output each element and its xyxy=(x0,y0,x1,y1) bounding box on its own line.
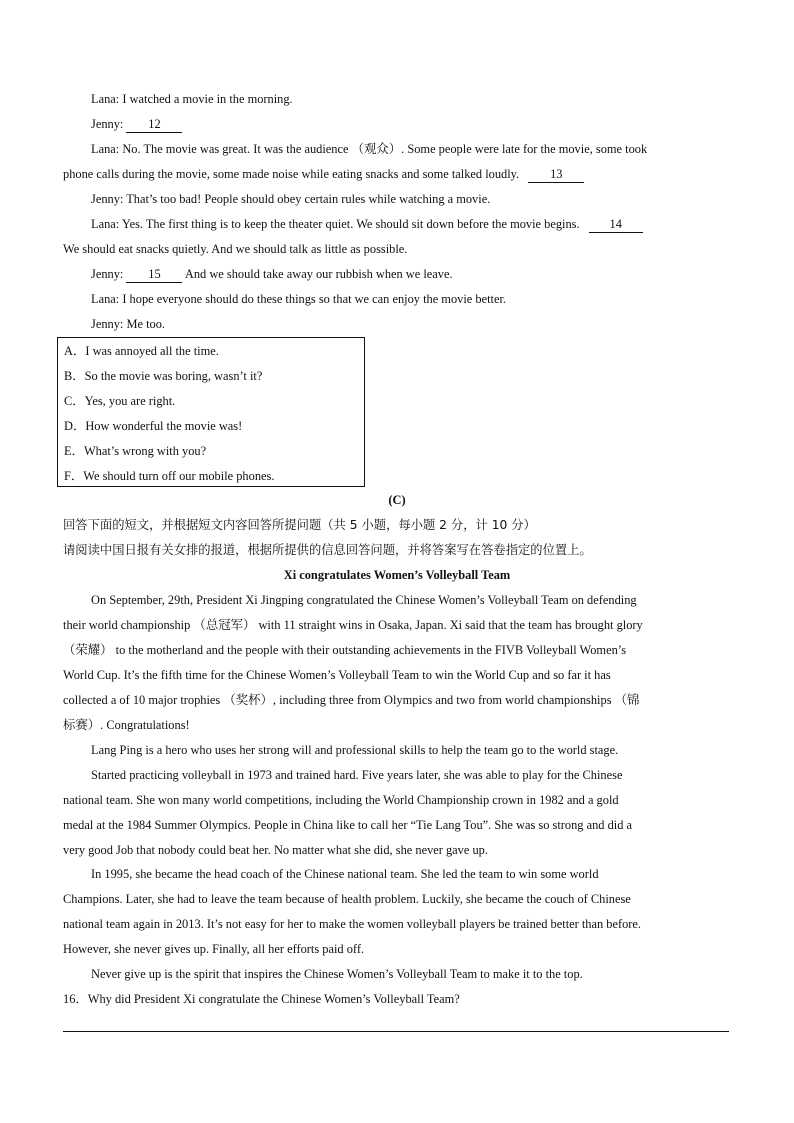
dialogue-line-6 xyxy=(91,266,733,283)
dialogue-text: I hope everyone should do these things so that we can enjoy the movie better. xyxy=(122,292,506,306)
dialogue-text: That’s too bad! People should obey certain rules while watching a movie. xyxy=(126,192,491,206)
dialogue-line-7 xyxy=(91,291,733,307)
dialogue-text: Me too. xyxy=(126,317,166,331)
article-line: Champions. Later, she had to leave the team because of health problem. Luckily, she became the couch of Chinese xyxy=(63,892,631,906)
article-line: Started practicing volleyball in 1973 and trained hard. Five years later, she was able to play for the Chinese xyxy=(91,768,623,782)
speaker: Lana: xyxy=(91,142,120,156)
dialogue-text: phone calls during the movie, some made noise while eating snacks and some talked loudly. xyxy=(63,167,520,181)
article-title: Xi congratulates Women’s Volleyball Team xyxy=(283,568,511,582)
article-line: However, she never gives up. Finally, all her efforts paid off. xyxy=(63,942,365,956)
dialogue-line-8 xyxy=(91,316,733,332)
dialogue-line-3 xyxy=(91,141,733,157)
article-line: national team again in 2013. It’s not easy for her to make the women volleyball players be trained better than before. xyxy=(63,917,642,931)
options-box xyxy=(57,337,365,487)
option-f: F．We should turn off our mobile phones. xyxy=(64,469,275,483)
article-line: Lang Ping is a hero who uses her strong will and professional skills to help the team go to the world stage. xyxy=(91,743,619,757)
option-c: C．Yes, you are right. xyxy=(64,394,176,408)
dialogue-line-1 xyxy=(91,91,733,107)
article-line: very good Job that nobody could beat her. No matter what she did, she never gave up. xyxy=(63,843,488,857)
article-line: collected a of 10 major trophies （奖杯）, including three from Olympics and two from world championships （锦 xyxy=(63,693,640,707)
section-label: (C) xyxy=(388,493,406,507)
dialogue-line-5 xyxy=(91,216,733,233)
answer-blank-15[interactable]: 15 xyxy=(126,266,182,283)
article-line: On September, 29th, President Xi Jingping congratulated the Chinese Women’s Volleyball Team on defending xyxy=(91,593,637,607)
dialogue-line-2 xyxy=(91,116,733,133)
instruction-2: 请阅读中国日报有关女排的报道，根据所提供的信息回答问题，并将答案写在答卷指定的位置上。 xyxy=(63,543,592,557)
dialogue-text: We should eat snacks quietly. And we should talk as little as possible. xyxy=(63,242,408,256)
article-line: World Cup. It’s the fifth time for the Chinese Women’s Volleyball Team to win the World Cup and so far it has xyxy=(63,668,611,682)
speaker: Lana: xyxy=(91,292,120,306)
answer-blank-14[interactable]: 14 xyxy=(589,216,643,233)
speaker: Jenny: xyxy=(91,317,124,331)
speaker: Lana: xyxy=(91,217,120,231)
article-line: their world championship （总冠军） with 11 straight wins in Osaka, Japan. Xi said that the team has brought glory xyxy=(63,618,643,632)
article-line: （荣耀） to the motherland and the people with their outstanding achievements in the FIVB Volleyball Women’s xyxy=(63,643,627,657)
article-line: medal at the 1984 Summer Olympics. People in China like to call her “Tie Lang Tou”. She was so strong and did a xyxy=(63,818,633,832)
speaker: Jenny: xyxy=(91,117,124,131)
article-line: In 1995, she became the head coach of the Chinese national team. She led the team to win some world xyxy=(91,867,599,881)
article-line: Never give up is the spirit that inspires the Chinese Women’s Volleyball Team to make it to the top. xyxy=(91,967,583,981)
question-16: 16．Why did President Xi congratulate the Chinese Women’s Volleyball Team? xyxy=(63,992,460,1006)
dialogue-line-5b xyxy=(63,241,733,257)
dialogue-text: Yes. The first thing is to keep the theater quiet. We should sit down before the movie begins. xyxy=(121,217,580,231)
answer-blank-13[interactable]: 13 xyxy=(528,166,584,183)
dialogue-line-4 xyxy=(91,191,733,207)
speaker: Jenny: xyxy=(91,267,124,281)
option-d: D．How wonderful the movie was! xyxy=(64,419,243,433)
instruction-1: 回答下面的短文，并根据短文内容回答所提问题（共 5 小题，每小题 2 分，计 10 分） xyxy=(63,518,536,532)
option-b: B．So the movie was boring, wasn’t it? xyxy=(64,369,263,383)
answer-line-16[interactable] xyxy=(63,1031,729,1032)
article-line: national team. She won many world competitions, including the World Championship crown in 1982 and a gold xyxy=(63,793,619,807)
speaker: Lana: xyxy=(91,92,120,106)
article-line: 标赛）. Congratulations! xyxy=(63,718,190,732)
dialogue-text: I watched a movie in the morning. xyxy=(122,92,293,106)
option-e: E．What’s wrong with you? xyxy=(64,444,207,458)
dialogue-text: And we should take away our rubbish when we leave. xyxy=(184,267,453,281)
dialogue-text: No. The movie was great. It was the audience （观众）. Some people were late for the movie, some took xyxy=(122,142,648,156)
dialogue-line-3b xyxy=(63,166,733,183)
answer-blank-12[interactable]: 12 xyxy=(126,116,182,133)
speaker: Jenny: xyxy=(91,192,124,206)
option-a: A．I was annoyed all the time. xyxy=(64,344,219,358)
